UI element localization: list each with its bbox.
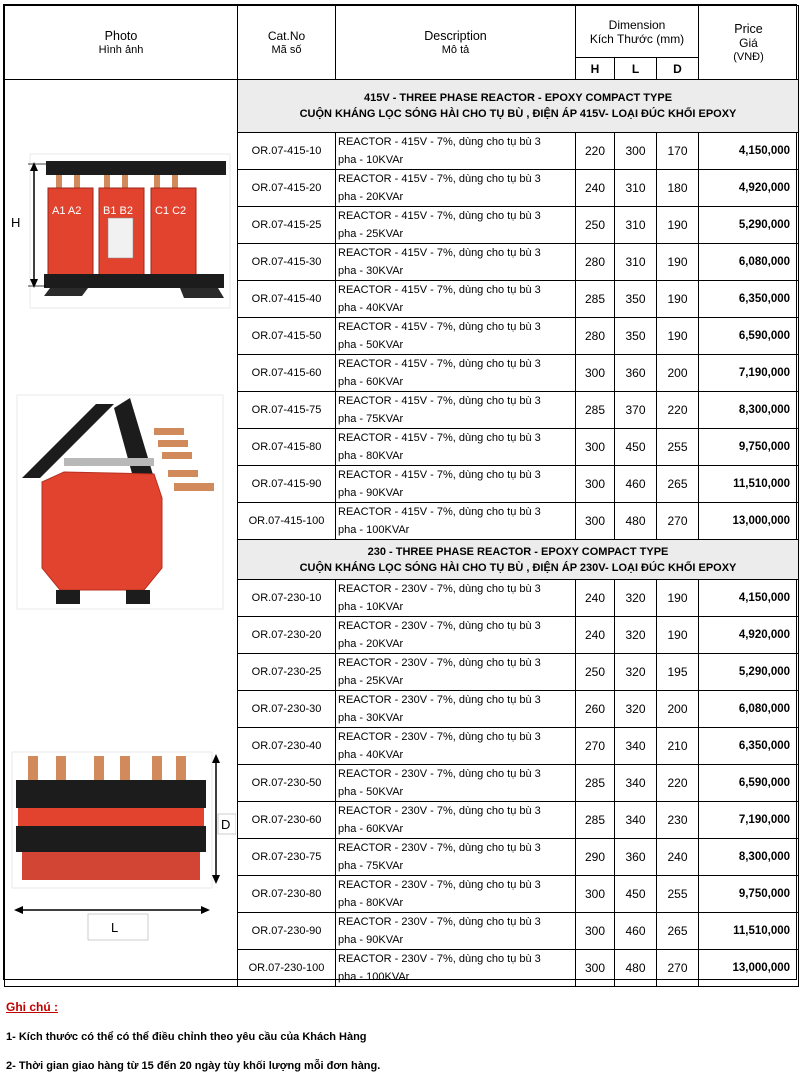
section-title-en: 230 - THREE PHASE REACTOR - EPOXY COMPACT TYPE <box>367 545 669 558</box>
description-cell <box>336 355 576 392</box>
dim-d-cell: 200 <box>657 355 699 392</box>
dim-h-cell: 270 <box>576 728 615 765</box>
description-line-2: pha - 25KVAr <box>338 228 404 240</box>
description-line-2: pha - 30KVAr <box>338 265 404 277</box>
header-desc-vi: Mô tả <box>441 43 470 56</box>
header-dimension <box>576 6 699 58</box>
price-cell: 4,150,000 <box>699 580 799 617</box>
header-price-unit: (VNĐ) <box>733 50 764 63</box>
cat-no-cell: OR.07-415-20 <box>238 170 336 207</box>
notes-title: Ghi chú : <box>6 1000 58 1014</box>
bottom-steel-frame <box>44 274 224 288</box>
price-cell: 11,510,000 <box>699 913 799 950</box>
phase-label-b: B1 B2 <box>103 205 133 217</box>
dim-h-cell: 240 <box>576 617 615 654</box>
header-dim-l: L <box>615 58 657 80</box>
description-cell <box>336 691 576 728</box>
description-cell <box>336 466 576 503</box>
description-line-1: REACTOR - 415V - 7%, dùng cho tụ bù 3 <box>338 173 541 185</box>
top-steel-upper <box>16 780 206 808</box>
cat-no-cell: OR.07-415-60 <box>238 355 336 392</box>
description-line-1: REACTOR - 230V - 7%, dùng cho tụ bù 3 <box>338 879 541 891</box>
dim-d-cell: 270 <box>657 950 699 987</box>
description-line-2: pha - 80KVAr <box>338 897 404 909</box>
header-photo-en: Photo <box>104 28 138 43</box>
dim-l-cell: 450 <box>615 429 657 466</box>
side-coil-block <box>42 472 162 590</box>
description-line-1: REACTOR - 230V - 7%, dùng cho tụ bù 3 <box>338 805 541 817</box>
header-price <box>699 6 799 80</box>
header-dim-h: H <box>576 58 615 80</box>
price-cell: 4,920,000 <box>699 617 799 654</box>
dim-l-cell: 460 <box>615 466 657 503</box>
header-dim-vi: Kích Thước (mm) <box>589 31 685 46</box>
header-dim-en: Dimension <box>608 17 666 32</box>
price-cell: 6,080,000 <box>699 244 799 281</box>
dim-l-cell: 320 <box>615 654 657 691</box>
description-cell <box>336 580 576 617</box>
dim-d-cell: 265 <box>657 466 699 503</box>
cat-no-cell: OR.07-230-60 <box>238 802 336 839</box>
price-cell: 6,590,000 <box>699 765 799 802</box>
dim-h-cell: 280 <box>576 244 615 281</box>
description-line-1: REACTOR - 415V - 7%, dùng cho tụ bù 3 <box>338 210 541 222</box>
dim-l-cell: 370 <box>615 392 657 429</box>
photo-reactor-front <box>11 154 230 308</box>
price-cell: 7,190,000 <box>699 802 799 839</box>
price-cell: 6,350,000 <box>699 281 799 318</box>
cat-no-cell: OR.07-230-40 <box>238 728 336 765</box>
header-price-en: Price <box>734 21 763 36</box>
description-line-2: pha - 60KVAr <box>338 376 404 388</box>
description-cell <box>336 133 576 170</box>
top-coil-visible <box>18 808 204 826</box>
description-line-2: pha - 50KVAr <box>338 339 404 351</box>
dim-d-cell: 190 <box>657 281 699 318</box>
label-d: D <box>221 817 231 832</box>
dim-d-cell: 220 <box>657 392 699 429</box>
description-line-2: pha - 90KVAr <box>338 487 404 499</box>
price-cell: 11,510,000 <box>699 466 799 503</box>
label-l: L <box>111 920 119 935</box>
description-line-2: pha - 75KVAr <box>338 860 404 872</box>
description-line-1: REACTOR - 415V - 7%, dùng cho tụ bù 3 <box>338 284 541 296</box>
dim-d-cell: 170 <box>657 133 699 170</box>
top-steel-frame <box>46 161 226 175</box>
description-cell <box>336 728 576 765</box>
cat-no-cell: OR.07-415-80 <box>238 429 336 466</box>
price-cell: 5,290,000 <box>699 654 799 691</box>
dim-d-cell: 210 <box>657 728 699 765</box>
description-line-1: REACTOR - 415V - 7%, dùng cho tụ bù 3 <box>338 358 541 370</box>
price-cell: 9,750,000 <box>699 429 799 466</box>
description-line-1: REACTOR - 415V - 7%, dùng cho tụ bù 3 <box>338 321 541 333</box>
dim-h-cell: 300 <box>576 429 615 466</box>
description-line-1: REACTOR - 230V - 7%, dùng cho tụ bù 3 <box>338 657 541 669</box>
cat-no-cell: OR.07-230-90 <box>238 913 336 950</box>
dim-h-cell: 300 <box>576 913 615 950</box>
section-title-vi: CUỘN KHÁNG LỌC SÓNG HÀI CHO TỤ BÙ , ĐIỆN ÁP 415V- LOẠI ĐÚC KHỐI EPOXY <box>299 108 737 120</box>
cat-no-cell: OR.07-415-10 <box>238 133 336 170</box>
description-cell <box>336 654 576 691</box>
header-dim-d: D <box>657 58 699 80</box>
dim-l-cell: 340 <box>615 728 657 765</box>
cat-no-cell: OR.07-230-80 <box>238 876 336 913</box>
dim-d-cell: 220 <box>657 765 699 802</box>
dim-d-cell: 190 <box>657 580 699 617</box>
description-cell <box>336 503 576 540</box>
product-photos <box>4 78 236 978</box>
dim-h-cell: 290 <box>576 839 615 876</box>
dim-d-cell: 190 <box>657 617 699 654</box>
dim-d-cell: 255 <box>657 876 699 913</box>
dim-l-cell: 350 <box>615 318 657 355</box>
description-line-1: REACTOR - 415V - 7%, dùng cho tụ bù 3 <box>338 432 541 444</box>
dim-l-cell: 340 <box>615 765 657 802</box>
dim-h-cell: 250 <box>576 207 615 244</box>
phase-label-a: A1 A2 <box>52 205 82 217</box>
header-desc-en: Description <box>424 28 487 43</box>
description-cell <box>336 244 576 281</box>
description-line-1: REACTOR - 230V - 7%, dùng cho tụ bù 3 <box>338 620 541 632</box>
cat-no-cell: OR.07-230-25 <box>238 654 336 691</box>
description-cell <box>336 802 576 839</box>
description-line-2: pha - 20KVAr <box>338 638 404 650</box>
header-catno-en: Cat.No <box>267 28 306 43</box>
header-catno <box>238 6 336 80</box>
description-cell <box>336 765 576 802</box>
price-cell: 6,350,000 <box>699 728 799 765</box>
dim-h-cell: 300 <box>576 876 615 913</box>
description-line-1: REACTOR - 230V - 7%, dùng cho tụ bù 3 <box>338 768 541 780</box>
dim-h-cell: 240 <box>576 580 615 617</box>
dim-l-cell: 320 <box>615 580 657 617</box>
cat-no-cell: OR.07-230-100 <box>238 950 336 987</box>
price-cell: 9,750,000 <box>699 876 799 913</box>
cat-no-cell: OR.07-415-90 <box>238 466 336 503</box>
dim-h-cell: 300 <box>576 950 615 987</box>
cat-no-cell: OR.07-415-50 <box>238 318 336 355</box>
description-line-2: pha - 100KVAr <box>338 524 410 536</box>
dim-d-cell: 270 <box>657 503 699 540</box>
description-cell <box>336 950 576 987</box>
header-photo <box>5 6 238 80</box>
price-cell: 4,920,000 <box>699 170 799 207</box>
dim-d-cell: 230 <box>657 802 699 839</box>
description-cell <box>336 170 576 207</box>
description-line-2: pha - 40KVAr <box>338 749 404 761</box>
dim-h-cell: 250 <box>576 654 615 691</box>
dim-h-cell: 300 <box>576 466 615 503</box>
description-cell <box>336 839 576 876</box>
price-cell: 5,290,000 <box>699 207 799 244</box>
description-cell <box>336 429 576 466</box>
dim-l-cell: 360 <box>615 839 657 876</box>
description-line-1: REACTOR - 415V - 7%, dùng cho tụ bù 3 <box>338 469 541 481</box>
dim-d-cell: 180 <box>657 170 699 207</box>
dim-d-cell: 240 <box>657 839 699 876</box>
dim-l-cell: 310 <box>615 170 657 207</box>
description-line-2: pha - 10KVAr <box>338 154 404 166</box>
top-steel-lower <box>16 826 206 852</box>
description-line-1: REACTOR - 230V - 7%, dùng cho tụ bù 3 <box>338 916 541 928</box>
description-cell <box>336 617 576 654</box>
description-line-2: pha - 50KVAr <box>338 786 404 798</box>
dim-d-cell: 190 <box>657 207 699 244</box>
dim-l-cell: 360 <box>615 355 657 392</box>
dim-h-cell: 240 <box>576 170 615 207</box>
description-cell <box>336 876 576 913</box>
photo-reactor-side <box>17 395 223 609</box>
notes <box>6 1000 380 1072</box>
dim-h-cell: 285 <box>576 802 615 839</box>
dim-h-cell: 285 <box>576 765 615 802</box>
dim-l-cell: 480 <box>615 950 657 987</box>
description-line-2: pha - 80KVAr <box>338 450 404 462</box>
header-description <box>336 6 576 80</box>
dim-d-cell: 195 <box>657 654 699 691</box>
dim-l-cell: 340 <box>615 802 657 839</box>
section-title <box>238 540 799 580</box>
header-photo-vi: Hình ảnh <box>98 43 144 56</box>
description-cell <box>336 207 576 244</box>
dim-d-cell: 190 <box>657 244 699 281</box>
dim-l-cell: 350 <box>615 281 657 318</box>
cat-no-cell: OR.07-415-30 <box>238 244 336 281</box>
phase-label-c: C1 C2 <box>155 205 187 217</box>
description-line-2: pha - 25KVAr <box>338 675 404 687</box>
cat-no-cell: OR.07-415-40 <box>238 281 336 318</box>
dim-l-cell: 310 <box>615 207 657 244</box>
description-line-2: pha - 100KVAr <box>338 971 410 983</box>
price-cell: 13,000,000 <box>699 503 799 540</box>
description-line-1: REACTOR - 230V - 7%, dùng cho tụ bù 3 <box>338 694 541 706</box>
description-line-1: REACTOR - 230V - 7%, dùng cho tụ bù 3 <box>338 842 541 854</box>
dim-l-cell: 310 <box>615 244 657 281</box>
dim-h-cell: 300 <box>576 503 615 540</box>
description-line-2: pha - 40KVAr <box>338 302 404 314</box>
dim-h-cell: 280 <box>576 318 615 355</box>
dim-d-cell: 190 <box>657 318 699 355</box>
price-cell: 8,300,000 <box>699 392 799 429</box>
price-cell: 6,590,000 <box>699 318 799 355</box>
cat-no-cell: OR.07-415-25 <box>238 207 336 244</box>
description-line-2: pha - 30KVAr <box>338 712 404 724</box>
section-title <box>238 80 799 133</box>
description-cell <box>336 318 576 355</box>
description-line-1: REACTOR - 230V - 7%, dùng cho tụ bù 3 <box>338 583 541 595</box>
description-line-2: pha - 90KVAr <box>338 934 404 946</box>
section-title-en: 415V - THREE PHASE REACTOR - EPOXY COMPACT TYPE <box>363 92 673 104</box>
nameplate <box>108 218 133 258</box>
cat-no-cell: OR.07-230-10 <box>238 580 336 617</box>
description-line-2: pha - 20KVAr <box>338 191 404 203</box>
cat-no-cell: OR.07-230-50 <box>238 765 336 802</box>
dim-l-cell: 450 <box>615 876 657 913</box>
label-h: H <box>11 215 21 230</box>
price-cell: 7,190,000 <box>699 355 799 392</box>
cat-no-cell: OR.07-415-100 <box>238 503 336 540</box>
price-cell: 8,300,000 <box>699 839 799 876</box>
dim-l-cell: 320 <box>615 691 657 728</box>
description-cell <box>336 392 576 429</box>
description-cell <box>336 281 576 318</box>
dim-l-cell: 300 <box>615 133 657 170</box>
description-line-1: REACTOR - 415V - 7%, dùng cho tụ bù 3 <box>338 506 541 518</box>
price-cell: 4,150,000 <box>699 133 799 170</box>
cat-no-cell: OR.07-415-75 <box>238 392 336 429</box>
header-price-vi: Giá <box>739 35 758 50</box>
description-line-2: pha - 60KVAr <box>338 823 404 835</box>
description-line-1: REACTOR - 230V - 7%, dùng cho tụ bù 3 <box>338 953 541 965</box>
dim-h-cell: 300 <box>576 355 615 392</box>
dim-h-cell: 285 <box>576 392 615 429</box>
description-line-1: REACTOR - 230V - 7%, dùng cho tụ bù 3 <box>338 731 541 743</box>
price-cell: 6,080,000 <box>699 691 799 728</box>
cat-no-cell: OR.07-230-30 <box>238 691 336 728</box>
dim-d-cell: 265 <box>657 913 699 950</box>
description-line-2: pha - 10KVAr <box>338 601 404 613</box>
dim-l-cell: 480 <box>615 503 657 540</box>
dim-h-cell: 260 <box>576 691 615 728</box>
cat-no-cell: OR.07-230-20 <box>238 617 336 654</box>
dim-l-cell: 320 <box>615 617 657 654</box>
header-catno-vi: Mã số <box>271 43 302 56</box>
price-cell: 13,000,000 <box>699 950 799 987</box>
dim-h-cell: 220 <box>576 133 615 170</box>
cat-no-cell: OR.07-230-75 <box>238 839 336 876</box>
note-line-1: 1- Kích thước có thể có thể điều chỉnh theo yêu cầu của Khách Hàng <box>6 1031 367 1043</box>
note-line-2: 2- Thời gian giao hàng từ 15 đến 20 ngày tùy khối lượng mỗi đơn hàng. <box>6 1060 381 1072</box>
dim-l-cell: 460 <box>615 913 657 950</box>
dim-d-cell: 200 <box>657 691 699 728</box>
section-title-vi: CUỘN KHÁNG LỌC SÓNG HÀI CHO TỤ BÙ , ĐIỆN ÁP 230V- LOẠI ĐÚC KHỐI EPOXY <box>299 561 737 574</box>
description-line-1: REACTOR - 415V - 7%, dùng cho tụ bù 3 <box>338 247 541 259</box>
dim-h-cell: 285 <box>576 281 615 318</box>
dim-d-cell: 255 <box>657 429 699 466</box>
description-line-1: REACTOR - 415V - 7%, dùng cho tụ bù 3 <box>338 136 541 148</box>
description-cell <box>336 913 576 950</box>
description-line-2: pha - 75KVAr <box>338 413 404 425</box>
photo-reactor-top <box>12 752 236 940</box>
description-line-1: REACTOR - 415V - 7%, dùng cho tụ bù 3 <box>338 395 541 407</box>
